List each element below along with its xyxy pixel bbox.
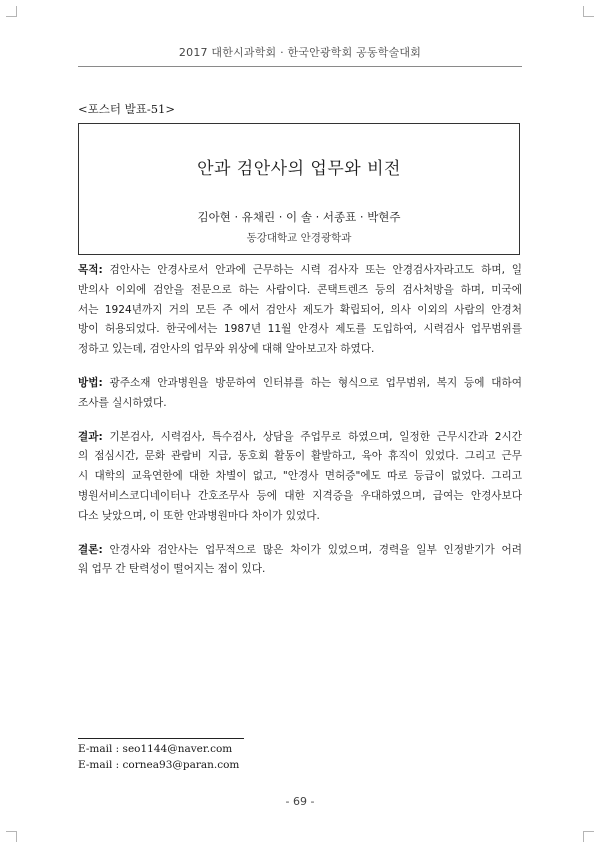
text-line: 방이 허용되었다. 한국에서는 1987년 11월 안경사 제도를 도입하여, 시력검사 업무범위를: [78, 323, 522, 336]
text-line: 조사를 실시하였다.: [78, 396, 167, 409]
running-header: 2017 대한시과학회 · 한국안광학회 공동학술대회: [178, 46, 422, 59]
text-line: 정하고 있는데, 검안사의 업무와 위상에 대해 알아보고자 하였다.: [78, 343, 375, 356]
email-line: E-mail : seo1144@naver.com: [78, 743, 233, 755]
footnote-rule: [78, 738, 244, 739]
text-line: 병원서비스코디네이터나 간호조무사 등에 대한 지격증을 우대하였으며, 급여는 안경사보다: [78, 489, 522, 502]
text-line: 워 업무 간 탄력성이 떨어지는 점이 있다.: [78, 563, 266, 576]
text-line: 결과: 기본검사, 시력검사, 특수검사, 상담을 주업무로 하였으며, 일정한 근무시간과 2시간: [78, 430, 522, 443]
section-method: [78, 374, 522, 414]
text-line: 의 점심시간, 문화 관람비 지급, 동호회 활동이 활발하고, 육아 휴직이 있었다. 그리고 근무: [78, 450, 522, 463]
email-line: E-mail : cornea93@paran.com: [78, 759, 240, 771]
crop-mark-bottom-right: [583, 831, 594, 842]
crop-mark-top-right: [583, 6, 594, 17]
section-conclusion: [78, 541, 522, 581]
poster-label: <포스터 발표-51>: [78, 102, 175, 116]
author-list: 김아현 · 유채린 · 이 솔 · 서종표 · 박현주: [197, 210, 401, 224]
section-objective: [78, 261, 522, 360]
section-heading: 결론:: [78, 543, 103, 556]
section-heading: 목적:: [78, 264, 103, 276]
page-number: - 69 -: [285, 795, 315, 808]
section-heading: 방법:: [78, 376, 103, 389]
paper-title: 안과 검안사의 업무와 비전: [197, 159, 401, 179]
section-results: [78, 428, 522, 527]
crop-mark-top-left: [6, 6, 17, 17]
text-line: 다소 낮았으며, 이 또한 안과병원마다 차이가 있었다.: [78, 509, 320, 522]
text-line: 방법: 광주소재 안과병원을 방문하여 인터뷰를 하는 형식으로 업무범위, 복지 등에 대하여: [78, 376, 522, 389]
header-rule: [78, 66, 522, 67]
affiliation: 동강대학교 안경광학과: [246, 232, 352, 244]
crop-mark-bottom-left: [6, 831, 17, 842]
text-line: 서는 1924년까지 거의 모든 주 에서 검안사 제도가 확립되어, 의사 이외의 사람의 안경처: [78, 303, 522, 316]
footnote: [78, 741, 239, 773]
text-line: 시 대학의 교육연한에 대한 차별이 없고, "안경사 면허증"에도 따로 등급이 없었다. 그리고: [78, 470, 522, 483]
text-line: 목적: 검안사는 안경사로서 안과에 근무하는 시력 검사자 또는 안경검사자라고도 하며, 일: [78, 264, 522, 276]
text-line: 결론: 안경사와 검안사는 업무적으로 많은 차이가 있었으며, 경력을 일부 인정받기가 어려: [78, 543, 522, 556]
abstract: [78, 261, 522, 580]
text-line: 반의사 이외에 검안을 전문으로 하는 사람이다. 콘택트렌즈 등의 검사처방을 하며, 미국에: [78, 283, 522, 296]
section-heading: 결과:: [78, 430, 103, 443]
title-box: [78, 123, 520, 255]
